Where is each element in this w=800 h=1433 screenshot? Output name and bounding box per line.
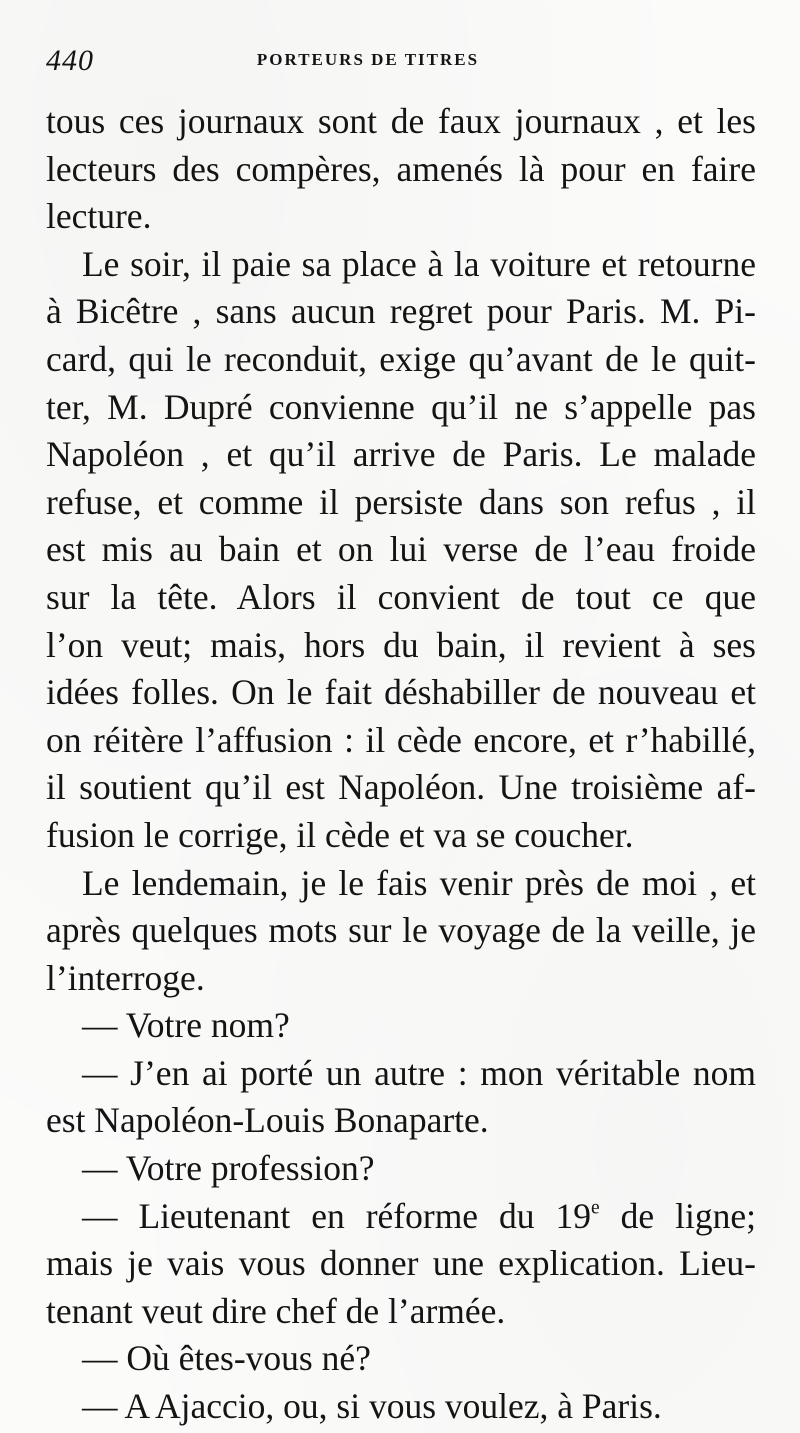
- text-line: [46, 622, 756, 670]
- text-line: [46, 431, 756, 479]
- line-text: tenant veut dire chef de l’armée.: [46, 1290, 506, 1331]
- line-text: mais je vais vous donner une explication. Lieu-: [46, 1243, 756, 1284]
- line-text: — Votre nom?: [82, 1005, 290, 1046]
- text-line: [46, 1383, 756, 1431]
- text-line: [46, 1288, 756, 1336]
- text-line: [46, 336, 756, 384]
- line-text: fusion le corrige, il cède et va se coucher.: [46, 814, 634, 855]
- text-line: [46, 812, 756, 860]
- text-line: [46, 1002, 756, 1050]
- text-line: [46, 98, 756, 146]
- text-line: [46, 1335, 756, 1383]
- line-text: est Napoléon-Louis Bonaparte.: [46, 1100, 489, 1141]
- line-text: ter, M. Dupré convienne qu’il ne s’appelle pas: [46, 386, 756, 427]
- line-text: tous ces journaux sont de faux journaux , et les: [46, 101, 756, 141]
- page-header: [46, 44, 760, 80]
- line-text: — Où êtes-vous né?: [82, 1338, 371, 1379]
- page-number: 440: [46, 44, 94, 77]
- text-line: [46, 479, 756, 527]
- line-text: après quelques mots sur le voyage de la veille, je: [46, 910, 756, 951]
- line-text: l’interroge.: [46, 957, 205, 998]
- line-text: Napoléon , et qu’il arrive de Paris. Le malade: [46, 434, 756, 475]
- text-line: [46, 1193, 756, 1241]
- body-text: [46, 98, 756, 1431]
- line-text: à Bicêtre , sans aucun regret pour Paris. M. Pi-: [46, 291, 756, 332]
- line-text: il soutient qu’il est Napoléon. Une troisième af-: [46, 767, 756, 808]
- text-line: [46, 860, 756, 908]
- text-line: [46, 526, 756, 574]
- line-text: — Lieutenant en réforme du 19: [82, 1195, 592, 1236]
- line-text: l’on veut; mais, hors du bain, il revient à ses: [46, 624, 756, 665]
- line-text: refuse, et comme il persiste dans son refus , il: [46, 481, 756, 522]
- text-line: [46, 764, 756, 812]
- line-text: sur la tête. Alors il convient de tout ce que: [46, 576, 756, 617]
- text-line: [46, 669, 756, 717]
- text-line: [46, 1097, 756, 1145]
- line-text: est mis au bain et on lui verse de l’eau froide: [46, 529, 756, 570]
- line-text: card, qui le reconduit, exige qu’avant de le quit-: [46, 338, 756, 379]
- text-line: [46, 146, 756, 194]
- text-line: [46, 1050, 756, 1098]
- text-line: [46, 717, 756, 765]
- line-text: — A Ajaccio, ou, si vous voulez, à Paris.: [82, 1386, 662, 1427]
- line-text: — J’en ai porté un autre : mon véritable nom: [82, 1052, 756, 1093]
- text-line: [46, 384, 756, 432]
- text-line: [46, 907, 756, 955]
- text-line: [46, 241, 756, 289]
- line-text-continued: de ligne;: [599, 1195, 756, 1236]
- superscript: e: [591, 1197, 600, 1219]
- text-line: [46, 193, 756, 241]
- line-text: — Votre profession?: [82, 1148, 375, 1189]
- line-text: lecture.: [46, 196, 152, 237]
- running-title: PORTEURS DE TITRES: [256, 50, 480, 69]
- line-text: Le soir, il paie sa place à la voiture et retourne: [82, 243, 756, 284]
- text-line: [46, 1145, 756, 1193]
- line-text: idées folles. On le fait déshabiller de nouveau et: [46, 672, 756, 713]
- text-line: [46, 1240, 756, 1288]
- text-line: [46, 288, 756, 336]
- text-line: [46, 955, 756, 1003]
- text-line: [46, 574, 756, 622]
- line-text: on réitère l’affusion : il cède encore, et r’habillé,: [46, 719, 756, 760]
- line-text: lecteurs des compères, amenés là pour en faire: [46, 148, 756, 189]
- line-text: Le lendemain, je le fais venir près de moi , et: [82, 862, 756, 903]
